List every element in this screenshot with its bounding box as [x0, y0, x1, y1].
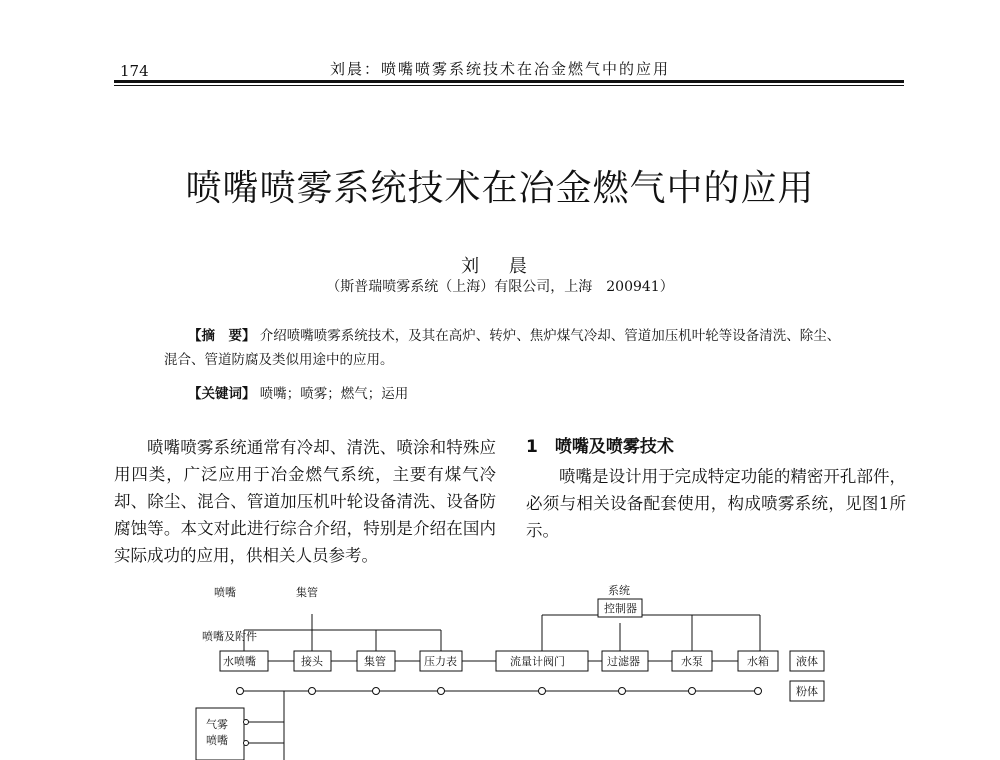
- controller-box: 控制器: [604, 602, 637, 615]
- section-paragraph: 喷嘴是设计用于完成特定功能的精密开孔部件，必须与相关设备配套使用，构成喷雾系统，见图1所示。: [526, 467, 906, 540]
- keywords-label: 【关键词】: [188, 386, 256, 402]
- chain-filter: 过滤器: [607, 655, 640, 668]
- author: 刘 晨: [461, 256, 539, 277]
- label-manifold: 集管: [296, 586, 318, 599]
- chain-pump: 水泵: [681, 655, 703, 668]
- running-title: 刘晨：喷嘴喷雾系统技术在冶金燃气中的应用: [330, 60, 671, 78]
- chain-water-nozzle: 水喷嘴: [223, 655, 256, 668]
- keywords-text: 喷嘴；喷雾；燃气；运用: [259, 386, 409, 402]
- air-nozzle-label-2: 喷嘴: [206, 734, 228, 747]
- label-nozzle: 喷嘴: [214, 586, 236, 599]
- chain-pressure-gauge: 压力表: [424, 655, 457, 668]
- section-heading: 1 喷嘴及喷雾技术: [526, 437, 674, 457]
- article-title: 喷嘴喷雾系统技术在冶金燃气中的应用: [185, 168, 815, 209]
- abstract-label: 【摘 要】: [188, 328, 256, 344]
- legend-liquid: 液体: [796, 655, 818, 668]
- affiliation: （斯普瑞喷雾系统（上海）有限公司，上海 200941）: [326, 279, 674, 295]
- label-system: 系统: [608, 584, 630, 597]
- page-number: 174: [120, 62, 149, 80]
- abstract-text: 介绍喷嘴喷雾系统技术，及其在高炉、转炉、焦炉煤气冷却、管道加压机叶轮等设备清洗、除尘、混合、管道防腐及类似用途中的应用。: [164, 328, 841, 368]
- intro-paragraph: 喷嘴喷雾系统通常有冷却、清洗、喷涂和特殊应用四类，广泛应用于冶金燃气系统，主要有煤气冷却、除尘、混合、管道加压机叶轮设备清洗、设备防腐蚀等。本文对此进行综合介绍，特别是介绍在国内实际成功的应用，供相关人员参考。: [114, 438, 496, 565]
- legend-powder: 粉体: [796, 685, 818, 698]
- chain-manifold: 集管: [364, 655, 386, 668]
- air-nozzle-label-1: 气雾: [206, 718, 228, 731]
- chain-flowmeter-valve: 流量计阀门: [510, 655, 565, 668]
- chain-connector: 接头: [301, 655, 323, 668]
- label-accessories: 喷嘴及附件: [202, 630, 257, 643]
- chain-tank: 水箱: [747, 655, 769, 668]
